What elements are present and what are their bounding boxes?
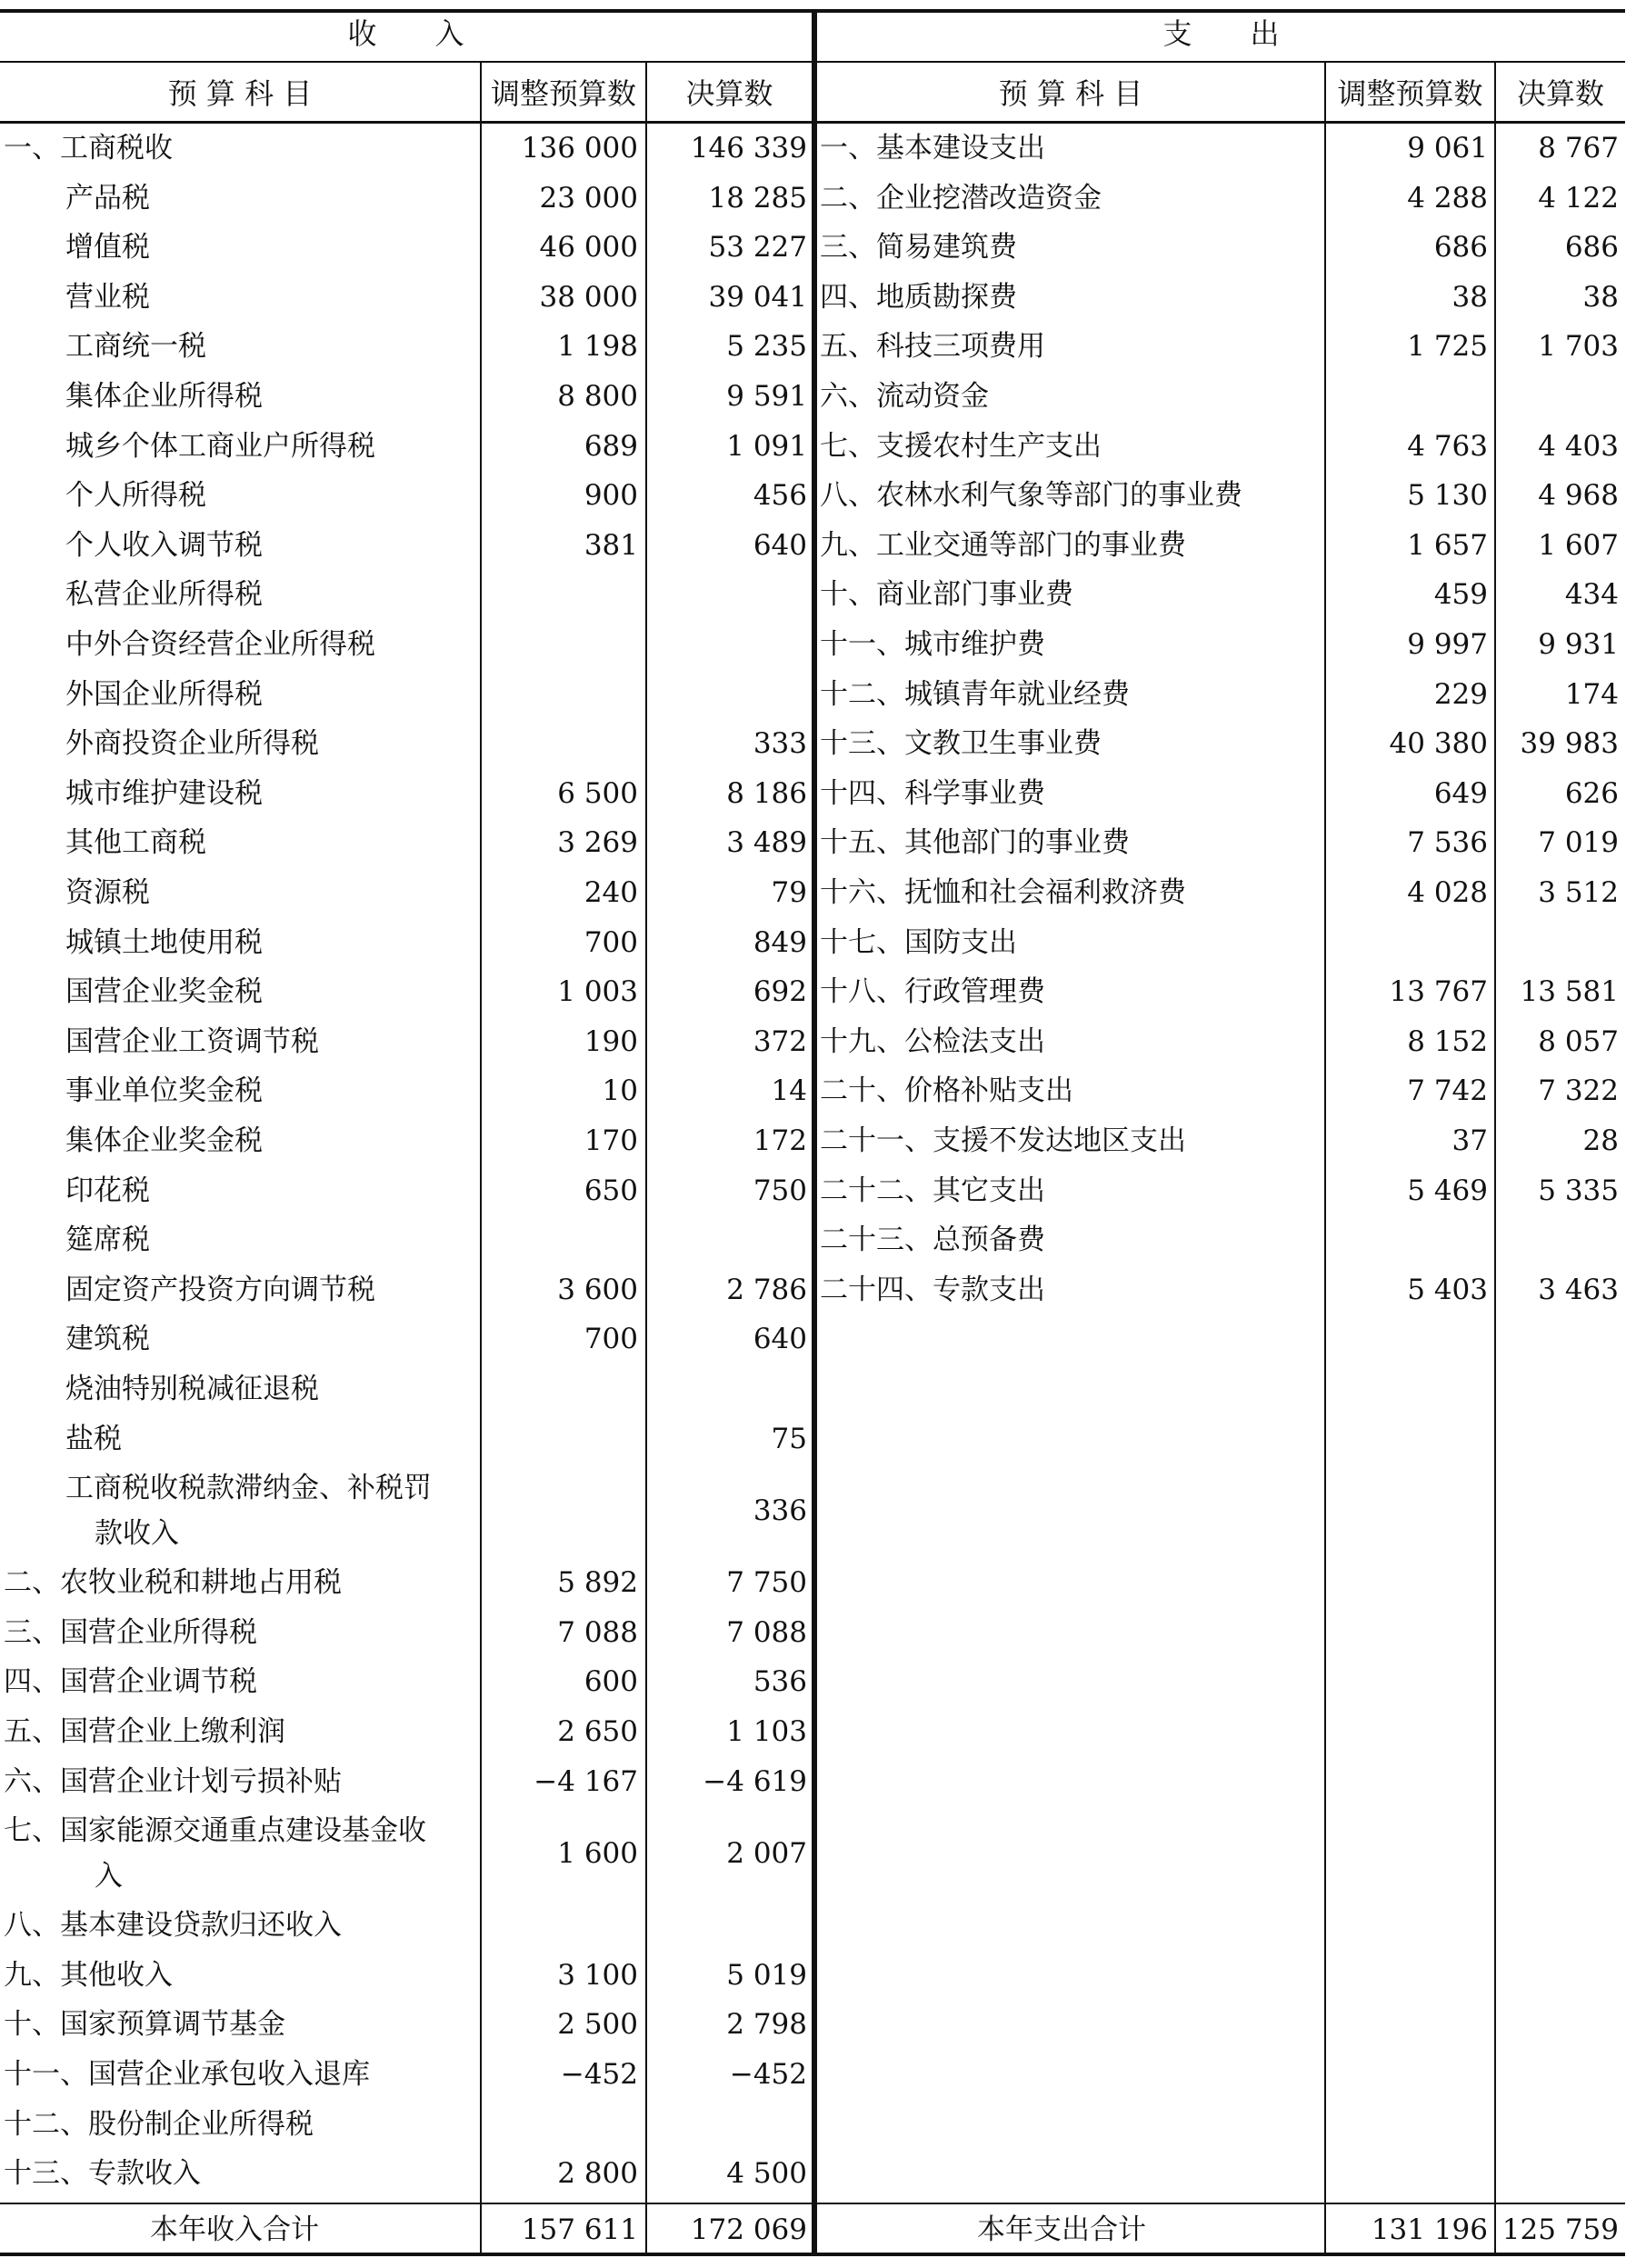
income-row-final: 9 591	[726, 380, 807, 413]
expense-row-label: 二、企业挖潜改造资金	[820, 181, 1102, 215]
expense-row-final: 4 122	[1538, 181, 1619, 215]
expense-row-label: 二十二、其它支出	[820, 1174, 1045, 1207]
expense-row-label: 一、基本建设支出	[820, 132, 1045, 165]
income-row-label: 私营企业所得税	[65, 578, 263, 612]
income-row-final: 39 041	[708, 280, 807, 314]
income-section-title: 收 入	[347, 16, 464, 51]
income-row-final: 640	[753, 1323, 807, 1356]
income-row-budget: 10	[602, 1074, 638, 1108]
income-row-label: 四、国营企业调节税	[4, 1665, 257, 1699]
income-row-final: 146 339	[690, 132, 807, 165]
expense-row-final: 28	[1582, 1124, 1619, 1157]
income-row-budget: 689	[584, 429, 638, 463]
income-row-budget: 381	[584, 528, 638, 562]
expense-row-final: 8 767	[1538, 132, 1619, 165]
income-row-label: 城乡个体工商业户所得税	[65, 429, 375, 463]
expense-row-final: 4 968	[1538, 479, 1619, 513]
income-row-budget: 136 000	[521, 132, 638, 165]
income-row-label: 七、国家能源交通重点建设基金收	[4, 1814, 426, 1848]
income-row-budget: 2 500	[557, 2008, 638, 2042]
income-row-label: 五、国营企业上缴利润	[4, 1715, 285, 1748]
income-row-label: 六、国营企业计划亏损补贴	[4, 1764, 342, 1798]
expense-row-budget: 8 152	[1407, 1024, 1488, 1058]
income-total-label: 本年收入合计	[150, 2213, 319, 2246]
income-row-final: 7 088	[726, 1615, 807, 1649]
section-divider	[812, 9, 817, 2254]
income-row-label: 十、国家预算调节基金	[4, 2008, 285, 2042]
income-row-label: 十三、专款收入	[4, 2157, 201, 2191]
income-row-label: 产品税	[65, 181, 150, 215]
income-row-final: 79	[771, 876, 807, 909]
expense-row-budget: 7 742	[1407, 1074, 1488, 1108]
income-row-label: 事业单位奖金税	[65, 1074, 263, 1108]
income-row-label: 营业税	[65, 280, 150, 314]
expense-row-final: 8 057	[1538, 1024, 1619, 1058]
expense-row-label: 二十、价格补贴支出	[820, 1074, 1073, 1108]
income-row-budget: 2 650	[557, 1715, 638, 1748]
income-row-budget: 3 269	[557, 826, 638, 860]
income-row-budget: −452	[560, 2058, 638, 2091]
income-row-label: 城市维护建设税	[65, 776, 263, 810]
income-row-final: 750	[753, 1174, 807, 1207]
expense-row-label: 八、农林水利气象等部门的事业费	[820, 479, 1242, 513]
expense-row-label: 四、地质勘探费	[820, 280, 1017, 314]
expense-row-budget: 37	[1451, 1124, 1488, 1157]
expense-row-budget: 13 767	[1389, 975, 1488, 1009]
income-row-label: 资源税	[65, 876, 150, 909]
income-row-label: 九、其他收入	[4, 1958, 173, 1992]
col-divider-expense-budget	[1324, 62, 1326, 2254]
income-row-label: 烧油特别税减征退税	[65, 1373, 319, 1405]
income-row-budget: 170	[584, 1124, 638, 1157]
expense-row-label: 十五、其他部门的事业费	[820, 826, 1130, 860]
income-row-label: 城镇土地使用税	[65, 925, 263, 959]
expense-row-budget: 7 536	[1407, 826, 1488, 860]
expense-row-final: 3 463	[1538, 1273, 1619, 1306]
income-row-final: 5 235	[726, 330, 807, 364]
income-row-budget: 240	[584, 876, 638, 909]
income-row-label: 二、农牧业税和耕地占用税	[4, 1566, 342, 1600]
income-row-budget: 23 000	[539, 181, 638, 215]
income-row-final: 336	[753, 1494, 807, 1528]
expense-row-label: 二十四、专款支出	[820, 1273, 1045, 1306]
income-row-label: 外国企业所得税	[65, 677, 263, 711]
expense-row-label: 十八、行政管理费	[820, 975, 1045, 1009]
income-row-final: 14	[771, 1074, 807, 1108]
expense-budget-header: 调整预算数	[1337, 76, 1483, 111]
expense-row-final: 626	[1564, 776, 1619, 810]
income-row-label-cont: 入	[95, 1860, 123, 1893]
expense-row-final: 4 403	[1538, 429, 1619, 463]
expense-row-budget: 459	[1433, 578, 1488, 612]
expense-row-label: 六、流动资金	[820, 380, 989, 413]
expense-row-final: 9 931	[1538, 628, 1619, 661]
income-row-budget: 6 500	[557, 776, 638, 810]
expense-row-budget: 1 657	[1407, 528, 1488, 562]
expense-row-label: 十一、城市维护费	[820, 628, 1045, 661]
income-row-final: 18 285	[708, 181, 807, 215]
expense-row-budget: 4 763	[1407, 429, 1488, 463]
income-row-label: 国营企业工资调节税	[65, 1024, 319, 1058]
income-row-budget: 900	[584, 479, 638, 513]
expense-row-label: 七、支援农村生产支出	[820, 429, 1102, 463]
expense-row-final: 13 581	[1520, 975, 1619, 1009]
income-row-final: 2 007	[726, 1837, 807, 1871]
expense-row-budget: 686	[1433, 231, 1488, 265]
income-row-label-cont: 款收入	[95, 1517, 179, 1551]
income-row-budget: 1 600	[557, 1837, 638, 1871]
income-row-label: 个人收入调节税	[65, 528, 263, 562]
income-row-budget: 190	[584, 1024, 638, 1058]
expense-subject-header: 预 算 科 目	[998, 76, 1143, 111]
expense-row-label: 九、工业交通等部门的事业费	[820, 528, 1186, 562]
income-row-final: −452	[729, 2058, 807, 2091]
income-row-label: 集体企业所得税	[65, 380, 263, 413]
income-row-budget: 46 000	[539, 231, 638, 265]
income-row-final: 372	[753, 1024, 807, 1058]
expense-row-budget: 40 380	[1389, 727, 1488, 761]
expense-row-label: 十三、文教卫生事业费	[820, 727, 1102, 761]
income-row-label: 工商税收税款滞纳金、补税罚	[65, 1472, 432, 1505]
income-row-label: 筵席税	[65, 1224, 150, 1257]
income-row-final: 7 750	[726, 1566, 807, 1600]
income-row-label: 印花税	[65, 1174, 150, 1207]
expense-row-final: 7 019	[1538, 826, 1619, 860]
expense-row-budget: 5 403	[1407, 1273, 1488, 1306]
expense-row-budget: 38	[1451, 280, 1488, 314]
expense-row-final: 38	[1582, 280, 1619, 314]
expense-row-budget: 5 130	[1407, 479, 1488, 513]
income-row-budget: 700	[584, 925, 638, 959]
income-row-budget: 600	[584, 1665, 638, 1699]
income-row-final: 53 227	[708, 231, 807, 265]
income-row-budget: 1 198	[557, 330, 638, 364]
income-row-final: −4 619	[703, 1764, 807, 1798]
income-row-budget: −4 167	[534, 1764, 638, 1798]
income-row-final: 1 091	[726, 429, 807, 463]
income-row-label: 国营企业奖金税	[65, 975, 263, 1009]
income-row-budget: 3 100	[557, 1958, 638, 1992]
income-row-final: 640	[753, 528, 807, 562]
expense-row-final: 1 703	[1538, 330, 1619, 364]
expense-row-final: 686	[1564, 231, 1619, 265]
expense-row-budget: 9 997	[1407, 628, 1488, 661]
expense-section-title: 支 出	[1162, 16, 1280, 51]
expense-row-label: 五、科技三项费用	[820, 330, 1045, 364]
expense-row-final: 39 983	[1520, 727, 1619, 761]
income-row-label: 十二、股份制企业所得税	[4, 2107, 314, 2141]
expense-row-final: 7 322	[1538, 1074, 1619, 1108]
income-row-final: 2 786	[726, 1273, 807, 1306]
income-row-label: 三、国营企业所得税	[4, 1615, 257, 1649]
expense-row-budget: 4 028	[1407, 876, 1488, 909]
expense-row-label: 十二、城镇青年就业经费	[820, 677, 1130, 711]
expense-row-label: 十七、国防支出	[820, 925, 1017, 959]
expense-final-header: 决算数	[1516, 76, 1604, 111]
income-row-label: 个人所得税	[65, 479, 206, 513]
col-divider-expense-final	[1494, 62, 1496, 2254]
income-row-label: 十一、国营企业承包收入退库	[4, 2058, 370, 2091]
income-row-final: 5 019	[726, 1958, 807, 1992]
income-row-label: 工商统一税	[65, 330, 206, 364]
expense-row-label: 十六、抚恤和社会福利救济费	[820, 876, 1186, 909]
income-row-label: 盐税	[65, 1422, 122, 1455]
expense-row-budget: 9 061	[1407, 132, 1488, 165]
income-row-label: 一、工商税收	[4, 132, 173, 165]
expense-row-budget: 649	[1433, 776, 1488, 810]
expense-total-budget: 131 196	[1371, 2213, 1488, 2246]
income-row-final: 536	[753, 1665, 807, 1699]
income-row-label: 建筑税	[65, 1323, 150, 1356]
income-row-budget: 1 003	[557, 975, 638, 1009]
expense-total-label: 本年支出合计	[977, 2213, 1146, 2246]
expense-row-final: 3 512	[1538, 876, 1619, 909]
income-row-final: 692	[753, 975, 807, 1009]
income-total-final: 172 069	[690, 2213, 807, 2246]
income-row-budget: 3 600	[557, 1273, 638, 1306]
income-row-label: 集体企业奖金税	[65, 1124, 263, 1157]
income-row-budget: 650	[584, 1174, 638, 1207]
expense-row-budget: 5 469	[1407, 1174, 1488, 1207]
income-total-budget: 157 611	[521, 2213, 638, 2246]
income-row-label: 中外合资经营企业所得税	[65, 628, 375, 661]
income-row-final: 2 798	[726, 2008, 807, 2042]
expense-row-label: 二十三、总预备费	[820, 1224, 1045, 1257]
income-row-final: 4 500	[726, 2157, 807, 2191]
expense-row-budget: 1 725	[1407, 330, 1488, 364]
expense-row-final: 174	[1564, 677, 1619, 711]
expense-row-label: 十九、公检法支出	[820, 1024, 1045, 1058]
income-row-budget: 700	[584, 1323, 638, 1356]
expense-row-final: 434	[1564, 578, 1619, 612]
income-row-budget: 2 800	[557, 2157, 638, 2191]
income-row-final: 8 186	[726, 776, 807, 810]
expense-row-final: 1 607	[1538, 528, 1619, 562]
income-row-label: 其他工商税	[65, 826, 206, 860]
income-final-header: 决算数	[685, 76, 773, 111]
expense-row-label: 三、简易建筑费	[820, 231, 1017, 265]
income-row-label: 外商投资企业所得税	[65, 727, 319, 761]
income-row-final: 75	[771, 1422, 807, 1455]
income-row-final: 3 489	[726, 826, 807, 860]
expense-row-label: 十、商业部门事业费	[820, 578, 1073, 612]
income-row-budget: 8 800	[557, 380, 638, 413]
income-row-final: 456	[753, 479, 807, 513]
expense-row-label: 十四、科学事业费	[820, 776, 1045, 810]
income-row-label: 增值税	[65, 231, 150, 265]
income-budget-header: 调整预算数	[490, 76, 636, 111]
income-row-label: 固定资产投资方向调节税	[65, 1273, 375, 1306]
expense-total-final: 125 759	[1501, 2213, 1619, 2246]
income-row-budget: 5 892	[557, 1566, 638, 1600]
income-row-budget: 38 000	[539, 280, 638, 314]
expense-row-budget: 229	[1433, 677, 1488, 711]
income-row-final: 172	[753, 1124, 807, 1157]
income-row-final: 1 103	[726, 1715, 807, 1748]
expense-row-final: 5 335	[1538, 1174, 1619, 1207]
income-row-final: 849	[753, 925, 807, 959]
expense-row-label: 二十一、支援不发达地区支出	[820, 1124, 1186, 1157]
income-subject-header: 预 算 科 目	[167, 76, 313, 111]
income-row-label: 八、基本建设贷款归还收入	[4, 1909, 342, 1943]
income-row-budget: 7 088	[557, 1615, 638, 1649]
expense-row-budget: 4 288	[1407, 181, 1488, 215]
income-row-final: 333	[753, 727, 807, 761]
